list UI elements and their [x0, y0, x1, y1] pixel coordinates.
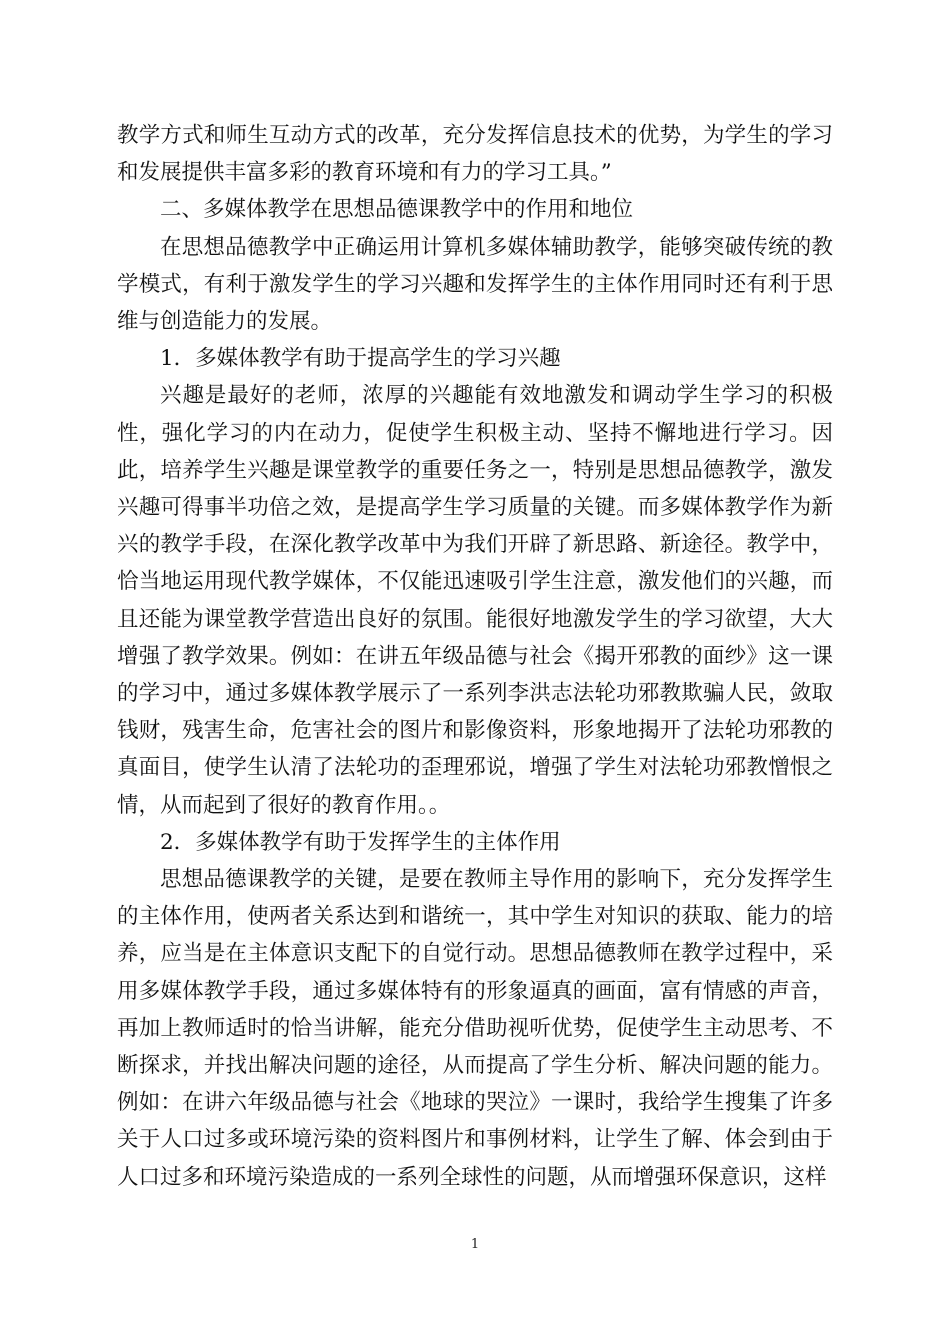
- section-heading: 二、多媒体教学在思想品德课教学中的作用和地位: [160, 197, 634, 223]
- paragraph: 在思想品德教学中正确运用计算机多媒体辅助教学，能够突破传统的教学模式，有利于激发学生的学习兴趣和发挥学生的主体作用同时还有利于思维与创造能力的发展。: [117, 234, 833, 335]
- document-body: [117, 117, 833, 1196]
- subsection-heading-1: 1．多媒体教学有助于提高学生的学习兴趣: [160, 346, 561, 372]
- subsection-heading-2: 2．多媒体教学有助于发挥学生的主体作用: [160, 829, 561, 855]
- paragraph: 思想品德课教学的关键，是要在教师主导作用的影响下，充分发挥学生的主体作用，使两者关系达到和谐统一，其中学生对知识的获取、能力的培养，应当是在主体意识支配下的自觉行动。思想品德教师在教学过程中，采用多媒体教学手段，通过多媒体特有的形象逼真的画面，富有情感的声音，再加上教师适时的恰当讲解，能充分借助视听优势，促使学生主动思考、不断探求，并找出解决问题的途径，从而提高了学生分析、解决问题的能力。例如：在讲六年级品德与社会《地球的哭泣》一课时，我给学生搜集了许多关于人口过多或环境污染的资料图片和事例材料，让学生了解、体会到由于人口过多和环境污染造成的一系列全球性的问题，从而增强环保意识，这样: [117, 867, 833, 1190]
- page-number: 1: [470, 1237, 480, 1252]
- paragraph-continuation: 教学方式和师生互动方式的改革，充分发挥信息技术的优势，为学生的学习和发展提供丰富多彩的教育环境和有力的学习工具。”: [117, 123, 833, 186]
- paragraph: 兴趣是最好的老师，浓厚的兴趣能有效地激发和调动学生学习的积极性，强化学习的内在动力，促使学生积极主动、坚持不懈地进行学习。因此，培养学生兴趣是课堂教学的重要任务之一，特别是思想品德教学，激发兴趣可得事半功倍之效，是提高学生学习质量的关键。而多媒体教学作为新兴的教学手段，在深化教学改革中为我们开辟了新思路、新途径。教学中，恰当地运用现代教学媒体，不仅能迅速吸引学生注意，激发他们的兴趣，而且还能为课堂教学营造出良好的氛围。能很好地激发学生的学习欲望，大大增强了教学效果。例如：在讲五年级品德与社会《揭开邪教的面纱》这一课的学习中，通过多媒体教学展示了一系列李洪志法轮功邪教欺骗人民，敛取钱财，残害生命，危害社会的图片和影像资料，形象地揭开了法轮功邪教的真面目，使学生认清了法轮功的歪理邪说，增强了学生对法轮功邪教憎恨之情，从而起到了很好的教育作用。。: [117, 383, 833, 818]
